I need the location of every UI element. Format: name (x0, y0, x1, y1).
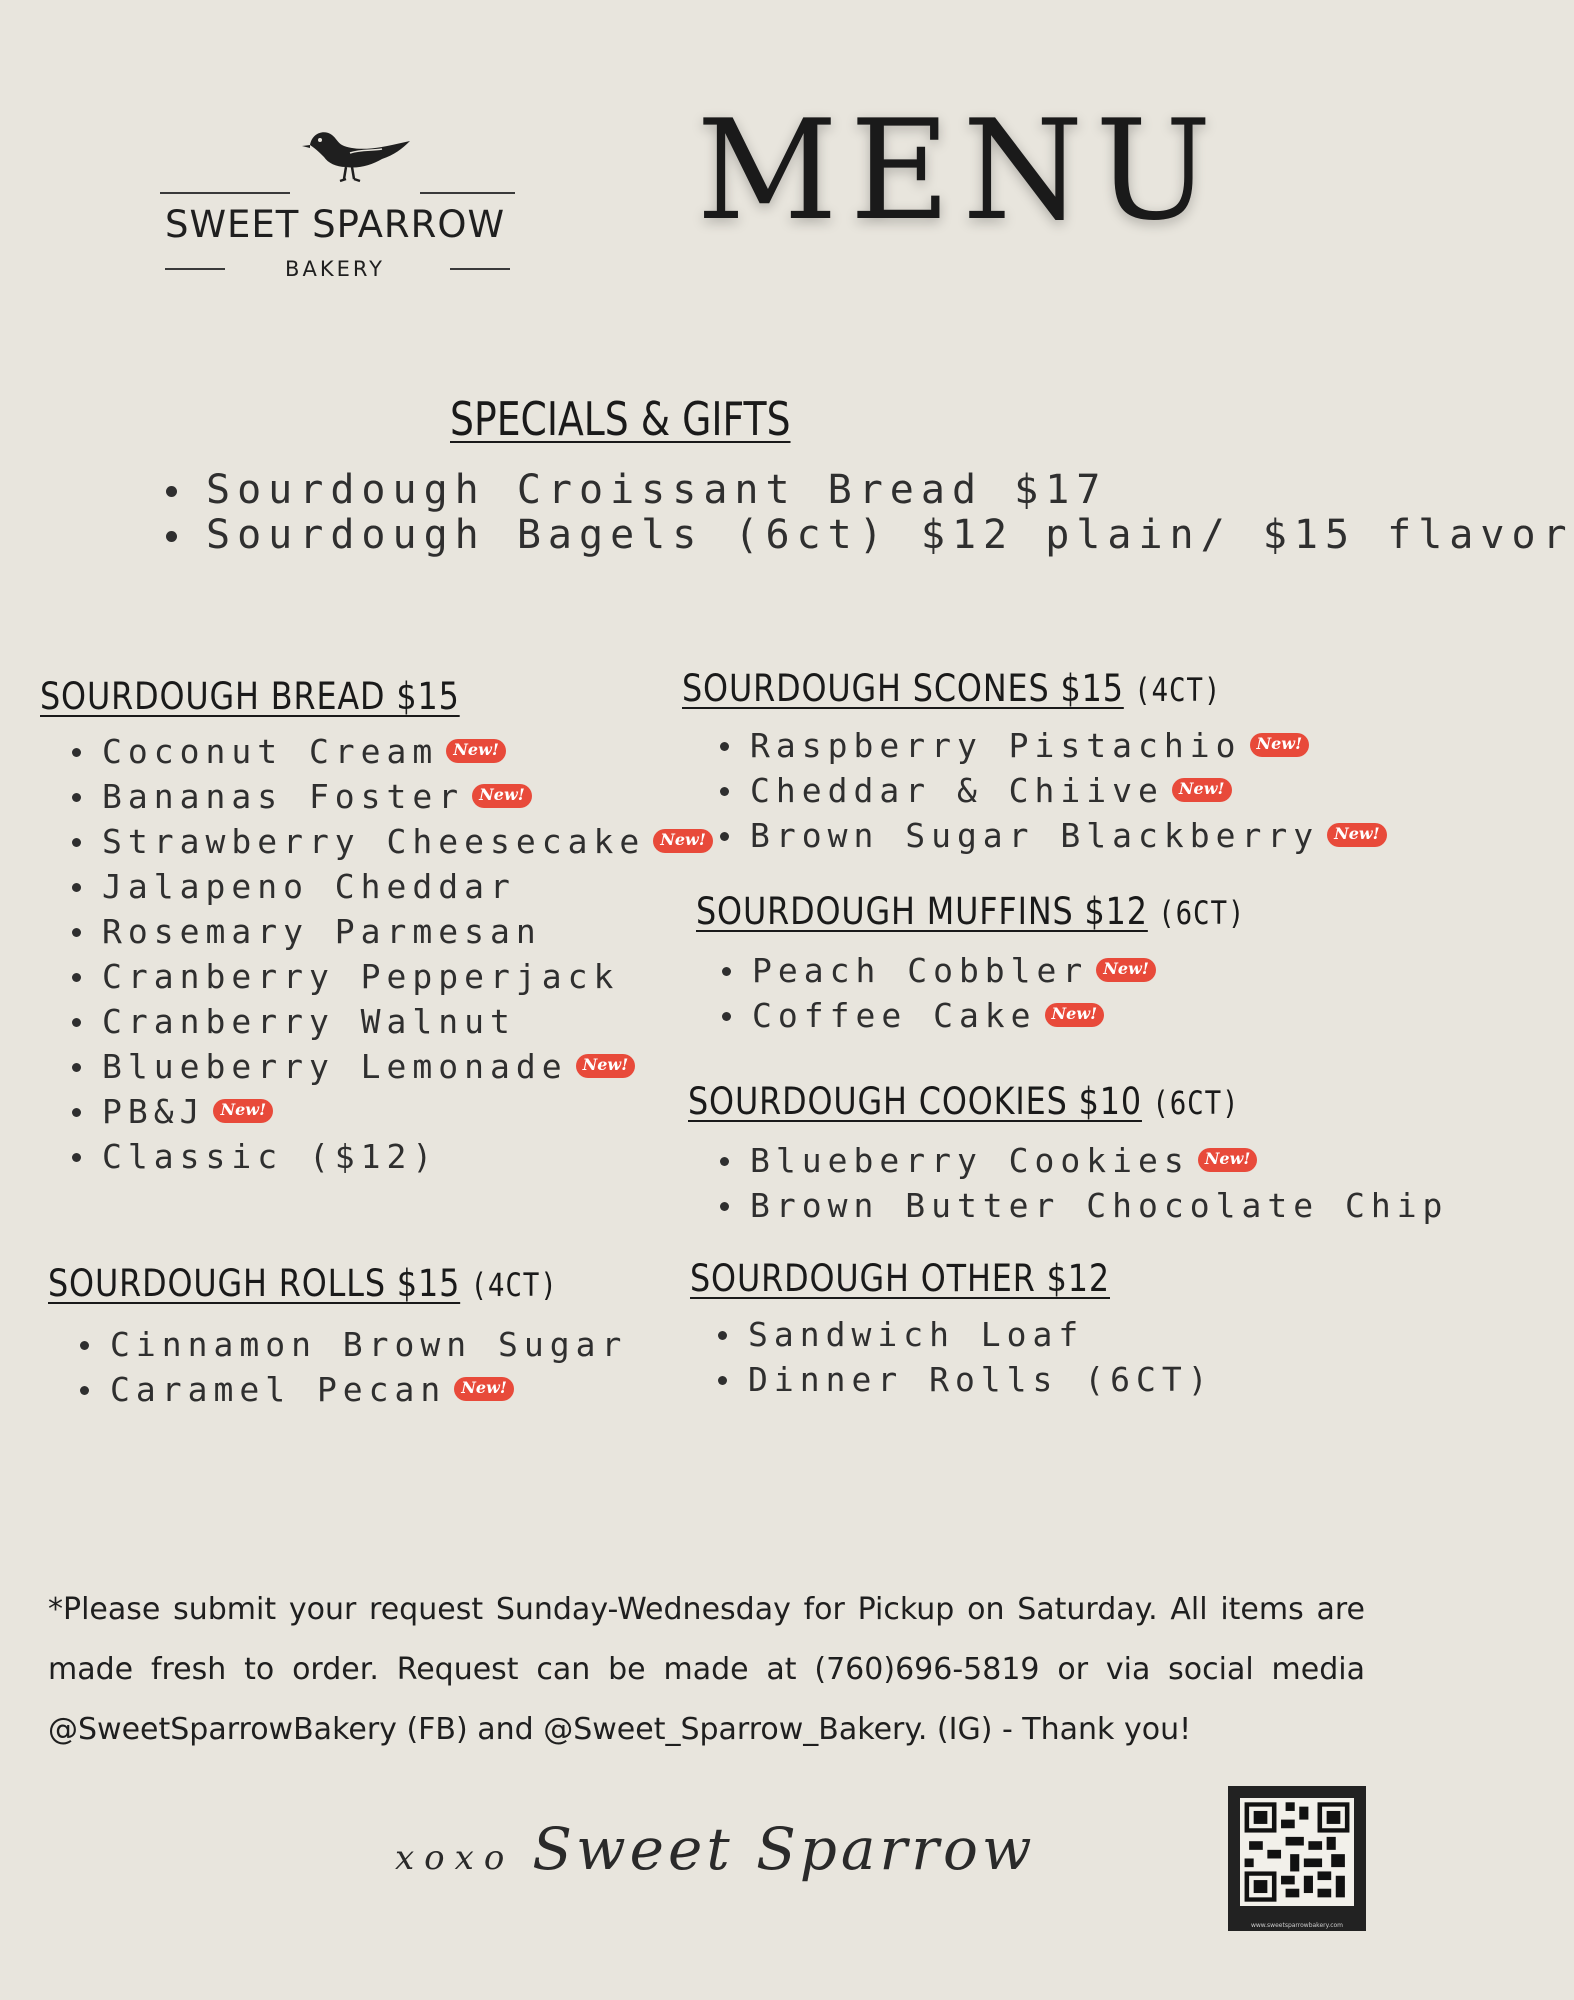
item-name: Cranberry Walnut (102, 1002, 516, 1041)
item-name: Brown Butter Chocolate Chip (750, 1186, 1449, 1225)
scones-title: SOURDOUGH SCONES $15 (682, 667, 1124, 710)
bread-item (68, 999, 713, 1044)
bread-item (68, 774, 713, 819)
bread-heading (40, 675, 460, 718)
rolls-heading (48, 1262, 558, 1305)
item-name: Cinnamon Brown Sugar (110, 1325, 628, 1364)
item-name: Bananas Foster (102, 777, 465, 816)
item-name: PB&J (102, 1092, 206, 1131)
item-name: Sandwich Loaf (748, 1315, 1085, 1354)
rolls-item (76, 1322, 627, 1367)
bread-item (68, 1134, 713, 1179)
item-name: Blueberry Cookies (750, 1141, 1190, 1180)
signature-name: Sweet Sparrow (532, 1815, 1036, 1883)
other-list (714, 1312, 1214, 1402)
item-name: Jalapeno Cheddar (102, 867, 516, 906)
new-badge: New! (446, 739, 506, 763)
other-title: SOURDOUGH OTHER $12 (690, 1257, 1111, 1300)
brand-name: SWEET SPARROW (164, 203, 506, 246)
qr-code-icon[interactable] (1228, 1786, 1366, 1931)
bread-item (68, 729, 713, 774)
item-name: Classic ($12) (102, 1137, 439, 1176)
scones-item (716, 813, 1387, 858)
item-name: Coffee Cake (752, 996, 1037, 1035)
cookies-title: SOURDOUGH COOKIES $10 (688, 1080, 1142, 1123)
bread-item (68, 864, 713, 909)
bread-item (68, 819, 713, 864)
new-badge: New! (1250, 733, 1310, 757)
cookies-item (716, 1183, 1448, 1228)
new-badge: New! (472, 784, 532, 808)
cookies-count: (6CT) (1152, 1084, 1240, 1122)
item-name: Cranberry Pepperjack (102, 957, 620, 996)
new-badge: New! (1045, 1003, 1105, 1027)
bread-item (68, 954, 713, 999)
scones-list (716, 723, 1387, 858)
item-name: Blueberry Lemonade (102, 1047, 568, 1086)
muffins-title: SOURDOUGH MUFFINS $12 (696, 890, 1148, 933)
bread-item (68, 1089, 713, 1134)
menu-title: MENU (696, 90, 1224, 251)
signature (395, 1815, 1036, 1883)
bread-list (68, 729, 713, 1179)
item-name: Rosemary Parmesan (102, 912, 542, 951)
new-badge: New! (1096, 958, 1156, 982)
item-name: Brown Sugar Blackberry (750, 816, 1320, 855)
rolls-item (76, 1367, 627, 1412)
item-name: Peach Cobbler (752, 951, 1089, 990)
specials-heading: SPECIALS & GIFTS (450, 392, 791, 446)
bread-item (68, 1044, 713, 1089)
new-badge: New! (1172, 778, 1232, 802)
muffins-list (718, 948, 1156, 1038)
qr-caption: www.sweetsparrowbakery.com (1250, 1922, 1344, 1929)
new-badge: New! (576, 1054, 636, 1078)
specials-list (162, 468, 1574, 558)
sparrow-icon (302, 115, 412, 187)
new-badge: New! (653, 829, 713, 853)
muffins-count: (6CT) (1158, 894, 1246, 932)
new-badge: New! (1198, 1148, 1258, 1172)
item-name: Caramel Pecan (110, 1370, 447, 1409)
scones-count: (4CT) (1134, 671, 1222, 709)
ordering-note: *Please submit your request Sunday-Wednesday for Pickup on Saturday. All items are made fresh to order. Request can be made at (760)696-5819 or via social media @SweetSparrowBakery (FB) and @Sweet_Sparrow_Bakery. (IG) - Thank you! (48, 1592, 1365, 1747)
brand-subtitle: BAKERY (285, 257, 385, 281)
item-name: Dinner Rolls (6CT) (748, 1360, 1214, 1399)
rolls-title: SOURDOUGH ROLLS $15 (48, 1262, 461, 1305)
new-badge: New! (454, 1377, 514, 1401)
muffins-item (718, 948, 1156, 993)
scones-heading (682, 667, 1221, 710)
item-name: Strawberry Cheesecake (102, 822, 646, 861)
cookies-list (716, 1138, 1448, 1228)
bread-item (68, 909, 713, 954)
scones-item (716, 768, 1387, 813)
bakery-logo (150, 115, 520, 295)
signature-prefix: xoxo (395, 1838, 515, 1878)
new-badge: New! (1327, 823, 1387, 847)
bread-title: SOURDOUGH BREAD $15 (40, 675, 460, 718)
item-name: Coconut Cream (102, 732, 439, 771)
specials-item: Sourdough Croissant Bread $17 (162, 468, 1574, 513)
other-item (714, 1312, 1214, 1357)
cookies-heading (688, 1080, 1239, 1123)
cookies-item (716, 1138, 1448, 1183)
rolls-count: (4CT) (470, 1266, 558, 1304)
muffins-heading (696, 890, 1245, 933)
item-name: Cheddar & Chiive (750, 771, 1164, 810)
muffins-item (718, 993, 1156, 1038)
scones-item (716, 723, 1387, 768)
rolls-list (76, 1322, 627, 1412)
specials-item: Sourdough Bagels (6ct) $12 plain/ $15 flavor (162, 513, 1574, 558)
item-name: Raspberry Pistachio (750, 726, 1242, 765)
other-heading (690, 1257, 1110, 1300)
new-badge: New! (213, 1099, 273, 1123)
qr-pattern (1240, 1798, 1354, 1906)
other-item (714, 1357, 1214, 1402)
